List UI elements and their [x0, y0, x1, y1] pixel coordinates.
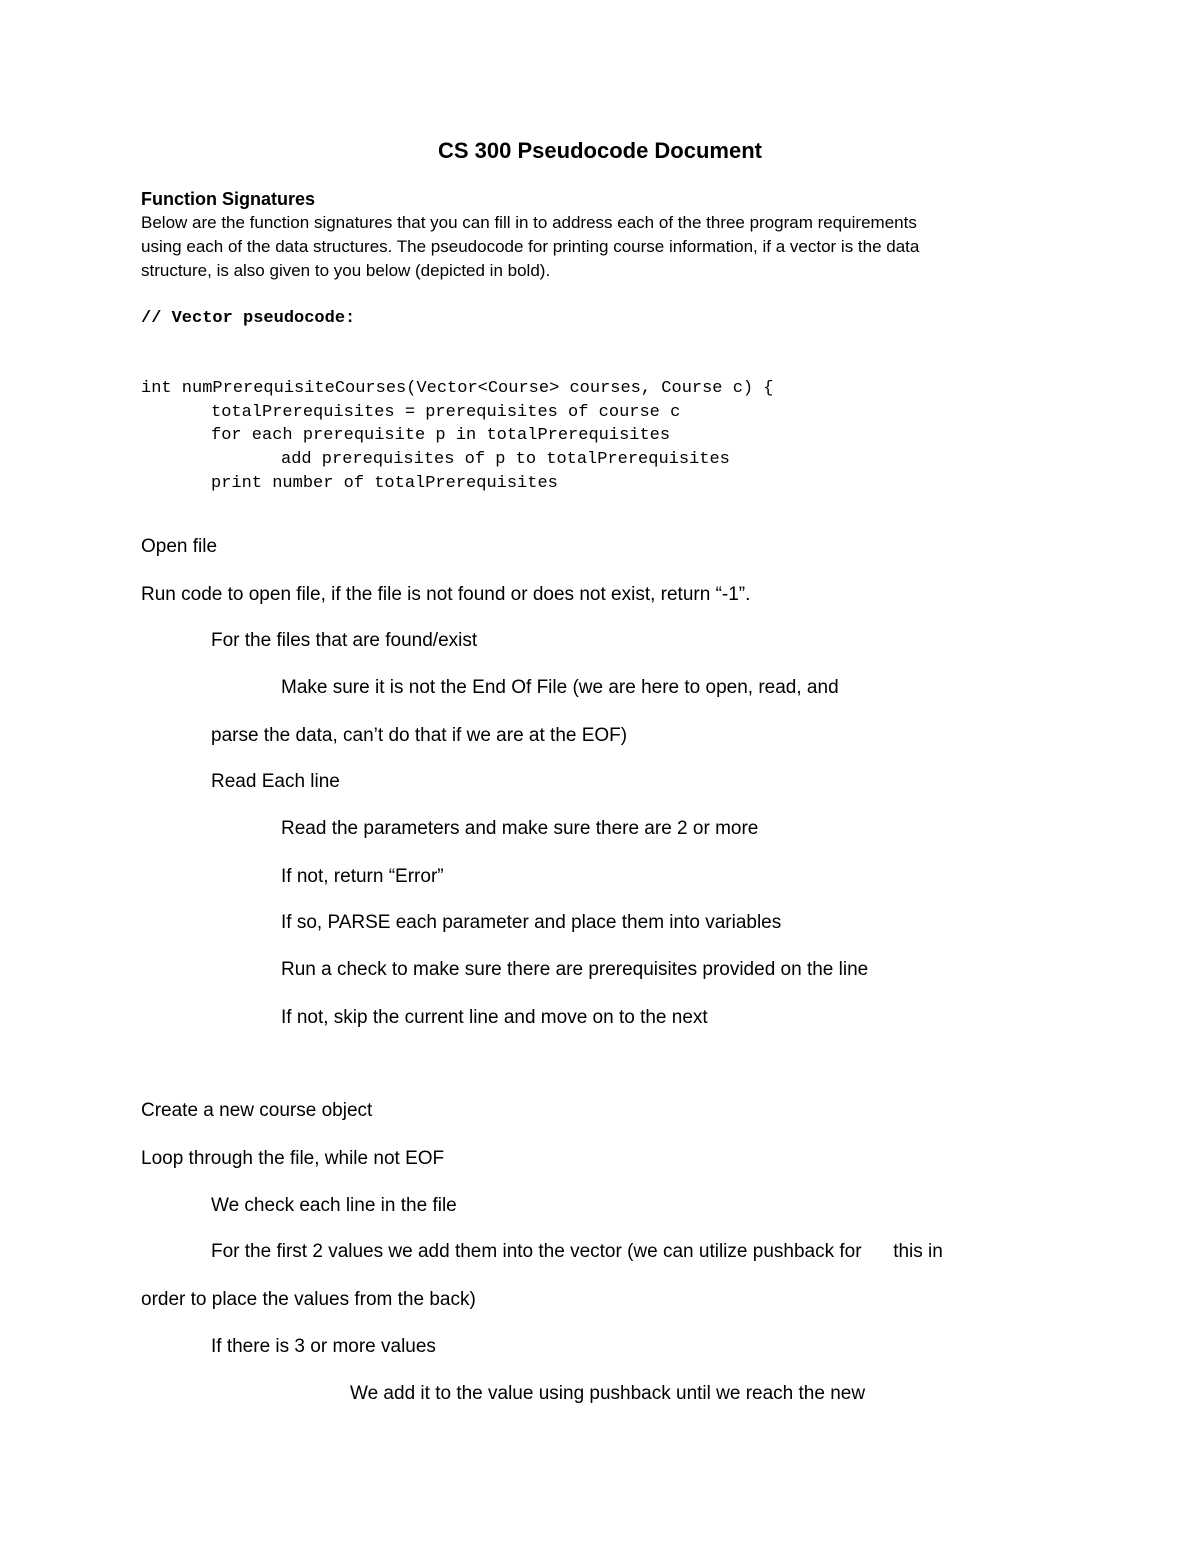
code-line: totalPrerequisites = prerequisites of course c — [211, 403, 681, 422]
intro-line: Below are the function signatures that you can fill in to address each of the three program requirements — [141, 213, 917, 232]
body-line: Read the parameters and make sure there are 2 or more — [281, 818, 759, 839]
code-line: add prerequisites of p to totalPrerequisites — [281, 450, 730, 469]
body-line: Run a check to make sure there are prerequisites provided on the line — [281, 959, 869, 980]
body-line: Open file — [141, 536, 218, 557]
code-comment: // Vector pseudocode: — [141, 309, 356, 328]
body-line: Read Each line — [211, 771, 340, 792]
code-line: int numPrerequisiteCourses(Vector<Course> courses, Course c) { — [141, 379, 774, 398]
body-line: Create a new course object — [141, 1100, 373, 1121]
body-line: If not, return “Error” — [281, 866, 444, 887]
document-title: CS 300 Pseudocode Document — [438, 138, 762, 163]
body-line: We add it to the value using pushback until we reach the new — [350, 1383, 866, 1404]
body-line: For the first 2 values we add them into the vector (we can utilize pushback for this in — [211, 1241, 943, 1262]
code-line: print number of totalPrerequisites — [211, 474, 558, 493]
body-line: Make sure it is not the End Of File (we are here to open, read, and — [281, 677, 839, 698]
body-line: order to place the values from the back) — [141, 1289, 476, 1310]
body-line: Loop through the file, while not EOF — [141, 1148, 445, 1169]
body-line: If there is 3 or more values — [211, 1336, 436, 1357]
body-line: We check each line in the file — [211, 1195, 457, 1216]
body-line: If so, PARSE each parameter and place them into variables — [281, 912, 782, 933]
intro-line: structure, is also given to you below (depicted in bold). — [141, 261, 551, 280]
body-line: For the files that are found/exist — [211, 630, 478, 651]
section-heading: Function Signatures — [141, 189, 316, 209]
intro-line: using each of the data structures. The pseudocode for printing course information, if a vector is the data — [141, 237, 920, 256]
body-line: parse the data, can’t do that if we are at the EOF) — [211, 725, 628, 746]
body-line: If not, skip the current line and move on to the next — [281, 1007, 708, 1028]
body-line: Run code to open file, if the file is not found or does not exist, return “-1”. — [141, 584, 751, 605]
code-line: for each prerequisite p in totalPrerequisites — [211, 426, 671, 445]
